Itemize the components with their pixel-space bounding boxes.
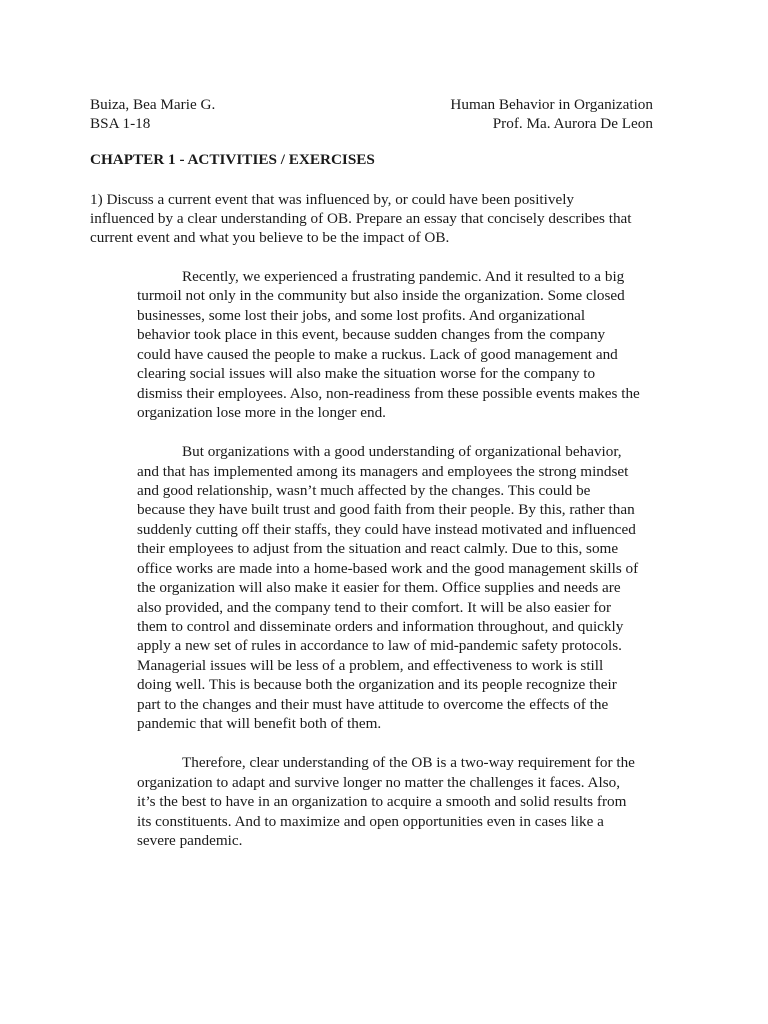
essay-line: Therefore, clear understanding of the OB is a two-way requirement for the xyxy=(182,754,635,772)
essay-line: severe pandemic. xyxy=(137,832,243,849)
question-line: current event and what you believe to be the impact of OB. xyxy=(90,229,450,247)
essay-line: organization to adapt and survive longer no matter the challenges it faces. Also, xyxy=(137,773,621,791)
professor-name: Prof. Ma. Aurora De Leon xyxy=(492,115,653,132)
essay-line: it’s the best to have in an organization to acquire a smooth and solid results from xyxy=(137,793,627,811)
essay-line: clearing social issues will also make the situation worse for the company to xyxy=(137,365,596,383)
essay-line: But organizations with a good understanding of organizational behavior, xyxy=(182,443,622,461)
header-row-1 xyxy=(90,95,653,114)
class-section: BSA 1-18 xyxy=(90,115,151,132)
essay-line: and that has implemented among its managers and employees the strong mindset xyxy=(137,462,629,480)
essay-line: could have caused the people to make a ruckus. Lack of good management and xyxy=(137,345,618,363)
essay-line: Recently, we experienced a frustrating pandemic. And it resulted to a big xyxy=(182,268,625,285)
essay-line: also provided, and the company tend to their comfort. It will be also easier for xyxy=(137,598,612,616)
essay-line: dismiss their employees. Also, non-readiness from these possible events makes the xyxy=(137,384,640,402)
essay-line: them to control and disseminate orders and information throughout, and quickly xyxy=(137,618,624,636)
essay-line: office works are made into a home-based work and the good management skills of xyxy=(137,559,639,577)
essay-line: its constituents. And to maximize and open opportunities even in cases like a xyxy=(137,812,604,830)
essay-paragraph-2 xyxy=(137,442,677,734)
essay-paragraph-3 xyxy=(137,753,677,850)
essay-line: because they have built trust and good faith from their people. By this, rather than xyxy=(137,501,635,519)
essay-line: their employees to adjust from the situation and react calmly. Due to this, some xyxy=(137,540,619,558)
course-name: Human Behavior in Organization xyxy=(450,96,653,113)
chapter-title: CHAPTER 1 - ACTIVITIES / EXERCISES xyxy=(90,151,375,168)
essay-line: the organization will also make it easier for them. Office supplies and needs are xyxy=(137,579,621,597)
document-header xyxy=(90,95,653,133)
essay-line: part to the changes and their must have attitude to overcome the effects of the xyxy=(137,695,609,713)
essay-body xyxy=(137,267,677,870)
essay-line: behavior took place in this event, because sudden changes from the company xyxy=(137,326,606,344)
essay-line: suddenly cutting off their staffs, they could have instead motivated and influenced xyxy=(137,520,636,538)
question-line: 1) Discuss a current event that was influenced by, or could have been positively xyxy=(90,191,575,208)
question-line: influenced by a clear understanding of OB. Prepare an essay that concisely describes that xyxy=(90,210,632,228)
header-row-2 xyxy=(90,114,653,133)
essay-paragraph-1 xyxy=(137,267,677,423)
essay-line: organization lose more in the longer end. xyxy=(137,404,386,422)
essay-line: businesses, some lost their jobs, and some lost profits. And organizational xyxy=(137,306,586,324)
student-name: Buiza, Bea Marie G. xyxy=(90,96,216,113)
essay-line: pandemic that will benefit both of them. xyxy=(137,715,382,733)
essay-line: Managerial issues will be less of a problem, and effectiveness to work is still xyxy=(137,656,604,674)
essay-line: apply a new set of rules in accordance to law of mid-pandemic safety protocols. xyxy=(137,637,622,655)
essay-line: doing well. This is because both the organization and its people recognize their xyxy=(137,676,617,694)
essay-line: and good relationship, wasn’t much affected by the changes. This could be xyxy=(137,481,591,499)
essay-line: turmoil not only in the community but also inside the organization. Some closed xyxy=(137,287,625,305)
question-prompt xyxy=(90,190,660,248)
